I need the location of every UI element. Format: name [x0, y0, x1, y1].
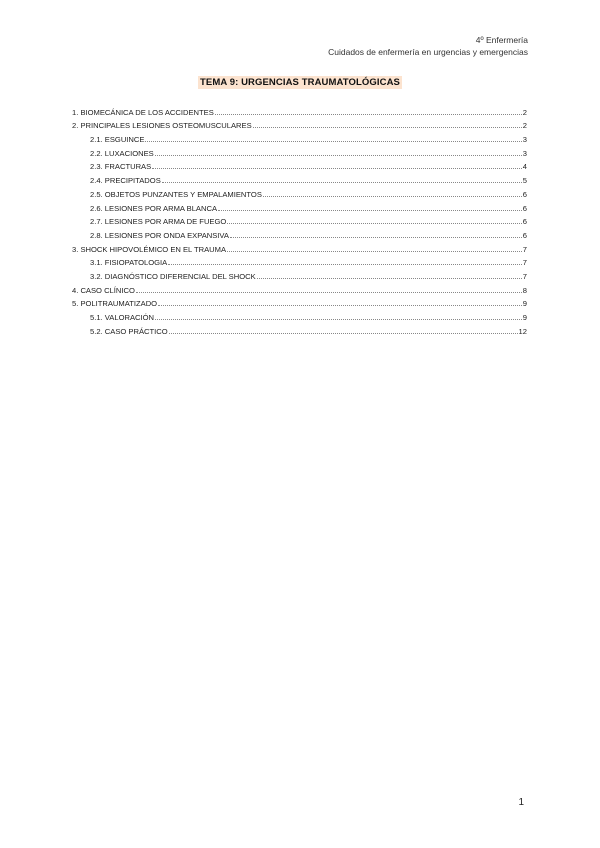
toc-entry[interactable]: [72, 144, 527, 158]
page-number: 1: [518, 797, 524, 808]
toc-entry-label: 2.4. PRECIPITADOS: [90, 176, 161, 186]
toc-entry-page: 9: [522, 299, 527, 309]
title-container: [0, 72, 600, 90]
toc-dot-leader: [230, 237, 522, 238]
table-of-contents: [72, 103, 527, 336]
toc-dot-leader: [152, 168, 522, 169]
toc-entry-page: 5: [522, 176, 527, 186]
toc-dot-leader: [162, 182, 522, 183]
toc-entry-page: 6: [522, 217, 527, 227]
toc-entry[interactable]: [72, 267, 527, 281]
toc-entry-page: 8: [522, 285, 527, 295]
toc-entry[interactable]: [72, 295, 527, 309]
toc-entry-page: 7: [522, 271, 527, 281]
toc-dot-leader: [169, 333, 518, 334]
toc-entry[interactable]: [72, 308, 527, 322]
toc-entry-label: 4. CASO CLÍNICO: [72, 285, 135, 295]
toc-entry-label: 1. BIOMECÁNICA DE LOS ACCIDENTES: [72, 107, 214, 117]
toc-entry-label: 2.8. LESIONES POR ONDA EXPANSIVA: [90, 230, 229, 240]
toc-entry-page: 2: [522, 121, 527, 131]
toc-dot-leader: [145, 141, 521, 142]
toc-entry-label: 3.1. FISIOPATOLOGIA: [90, 258, 168, 268]
toc-entry-label: 2.7. LESIONES POR ARMA DE FUEGO: [90, 217, 227, 227]
toc-entry[interactable]: [72, 213, 527, 227]
toc-entry[interactable]: [72, 254, 527, 268]
toc-entry[interactable]: [72, 171, 527, 185]
header-course: 4º Enfermería: [475, 35, 528, 45]
toc-entry[interactable]: [72, 226, 527, 240]
toc-entry-label: 2.2. LUXACIONES: [90, 148, 154, 158]
toc-dot-leader: [158, 305, 522, 306]
toc-entry-label: 5. POLITRAUMATIZADO: [72, 299, 158, 309]
toc-entry-page: 2: [522, 107, 527, 117]
toc-entry[interactable]: [72, 240, 527, 254]
toc-entry-label: 5.1. VALORACIÓN: [90, 313, 155, 322]
toc-entry[interactable]: [72, 103, 527, 117]
toc-entry-page: 9: [522, 313, 527, 322]
toc-dot-leader: [227, 223, 521, 224]
toc-entry[interactable]: [72, 130, 527, 144]
toc-dot-leader: [155, 155, 522, 156]
toc-entry[interactable]: [72, 199, 527, 213]
toc-entry-label: 2.6. LESIONES POR ARMA BLANCA: [90, 203, 218, 213]
toc-entry-page: 6: [522, 189, 527, 199]
page-header: [328, 34, 528, 58]
toc-entry-page: 7: [522, 244, 527, 254]
toc-entry-label: 2.3. FRACTURAS: [90, 162, 152, 172]
toc-entry-page: 6: [522, 203, 527, 213]
toc-entry[interactable]: [72, 281, 527, 295]
toc-dot-leader: [136, 292, 522, 293]
toc-entry[interactable]: [72, 117, 527, 131]
toc-entry[interactable]: [72, 185, 527, 199]
toc-dot-leader: [227, 251, 522, 252]
toc-entry-label: 2.5. OBJETOS PUNZANTES Y EMPALAMIENTOS: [90, 189, 262, 199]
toc-dot-leader: [155, 319, 522, 320]
toc-entry[interactable]: [72, 322, 527, 336]
toc-entry-label: 2.1. ESGUINCE: [90, 135, 145, 145]
toc-entry-page: 3: [522, 148, 527, 158]
toc-entry-label: 3.2. DIAGNÓSTICO DIFERENCIAL DEL SHOCK: [90, 271, 256, 281]
toc-dot-leader: [257, 278, 522, 279]
toc-entry-page: 3: [522, 135, 527, 145]
toc-entry-page: 12: [518, 326, 527, 336]
toc-dot-leader: [263, 196, 522, 197]
toc-entry-page: 4: [522, 162, 527, 172]
toc-entry-label: 3. SHOCK HIPOVOLÉMICO EN EL TRAUMA: [72, 244, 227, 254]
document-title: TEMA 9: URGENCIAS TRAUMATOLÓGICAS: [200, 77, 400, 88]
toc-entry-page: 6: [522, 230, 527, 240]
toc-entry-page: 7: [522, 258, 527, 268]
toc-dot-leader: [215, 114, 522, 115]
toc-entry-label: 5.2. CASO PRÁCTICO: [90, 326, 168, 336]
toc-dot-leader: [168, 264, 522, 265]
toc-dot-leader: [218, 210, 522, 211]
toc-entry[interactable]: [72, 158, 527, 172]
header-subject: Cuidados de enfermería en urgencias y emergencias: [328, 47, 528, 57]
toc-dot-leader: [253, 127, 522, 128]
toc-entry-label: 2. PRINCIPALES LESIONES OSTEOMUSCULARES: [72, 121, 252, 131]
